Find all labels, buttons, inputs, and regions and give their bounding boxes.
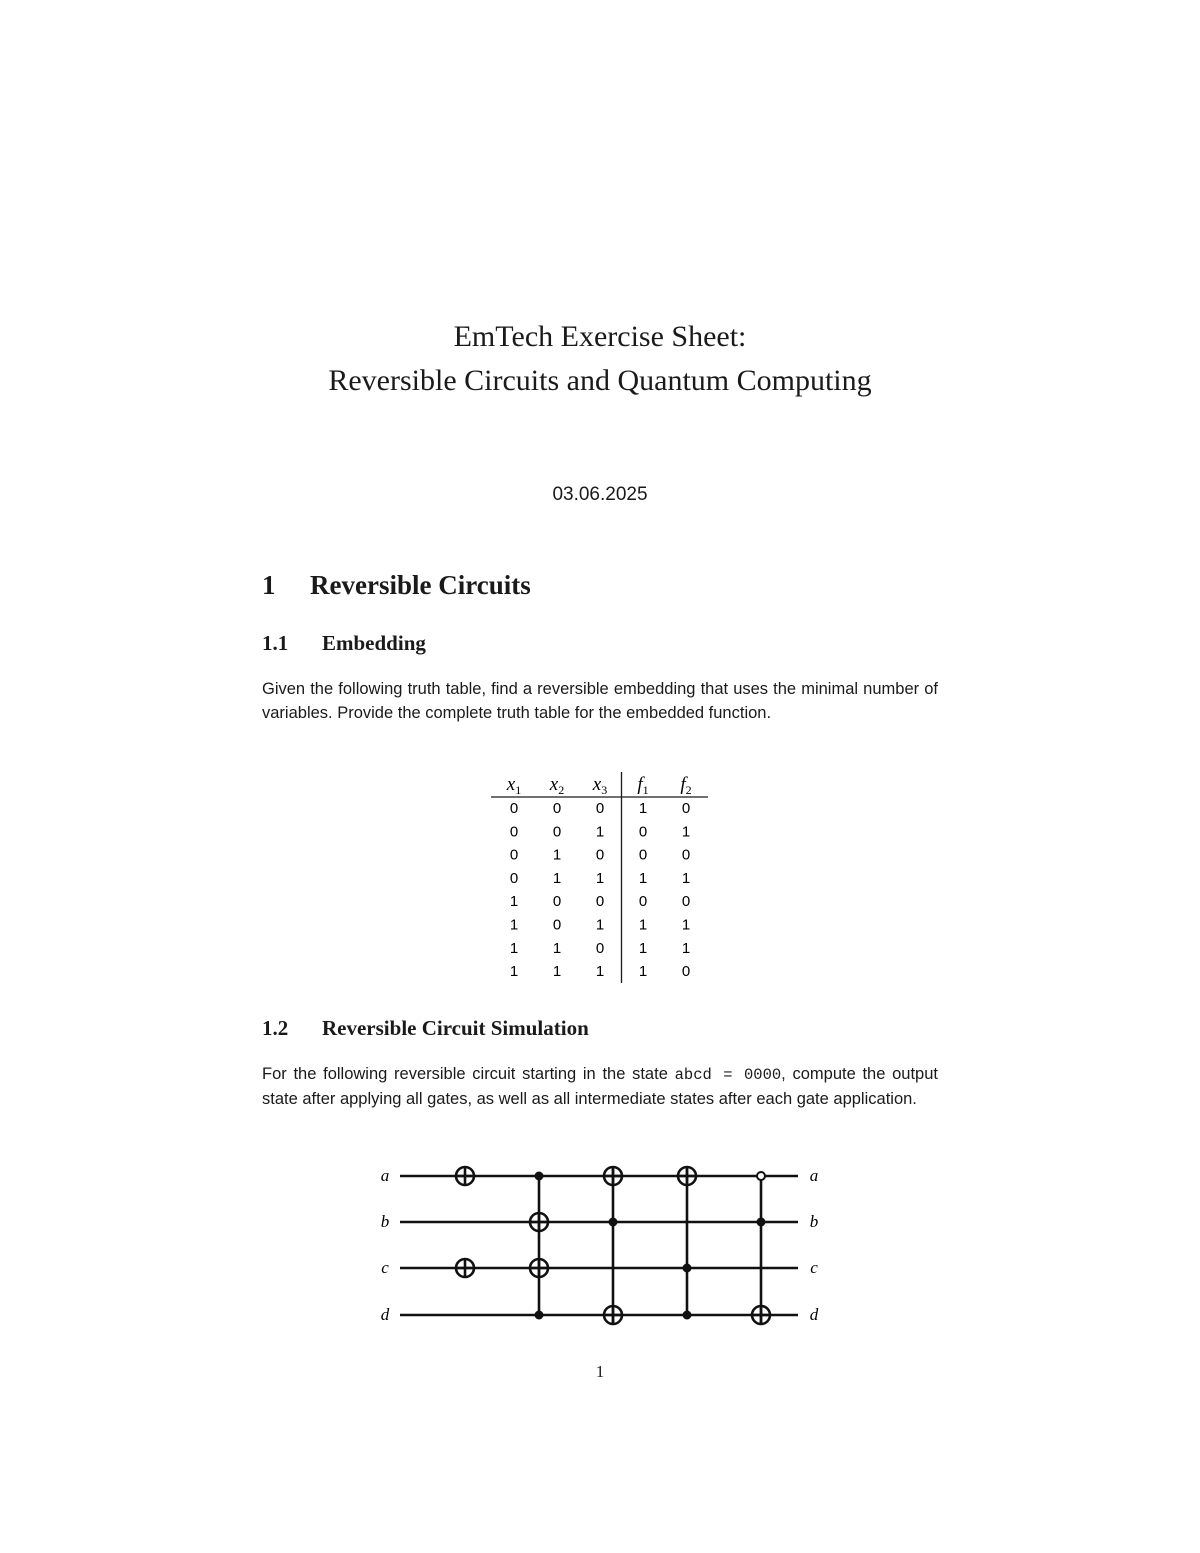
output-label-c: c (810, 1258, 818, 1277)
control-b (609, 1218, 618, 1227)
truth-table-cell: 0 (509, 846, 519, 864)
subsection-title: Reversible Circuit Simulation (322, 1016, 589, 1040)
output-label-a: a (809, 1166, 819, 1185)
target-d (752, 1306, 770, 1324)
truth-table-cell: 1 (595, 963, 605, 981)
truth-table-cell: 0 (638, 893, 648, 911)
truth-table-cell: 0 (552, 893, 562, 911)
truth-table-header-4: $f_1$ (637, 774, 649, 797)
truth-table-cell: 0 (552, 800, 562, 817)
section-title: Reversible Circuits (310, 570, 531, 600)
truth-table-cell: 1 (681, 823, 691, 841)
truth-table-cell: 1 (595, 916, 605, 934)
subsection-number: 1.1 (262, 631, 289, 655)
input-label-a: a (380, 1166, 390, 1185)
truth-table-cell: 0 (595, 846, 605, 864)
output-label-d: d (809, 1305, 819, 1324)
control-d (535, 1311, 544, 1320)
target-a (604, 1167, 622, 1185)
truth-table-cell: 1 (681, 916, 691, 934)
truth-table-cell: 0 (595, 893, 605, 911)
negative-control-a (757, 1172, 765, 1180)
truth-table-cell: 1 (638, 869, 648, 887)
simulation-text-after: , compute the output state after applying all gates, as well as all intermediate states after each gate application. (262, 1065, 938, 1108)
control-a (535, 1172, 544, 1181)
truth-table-cell: 0 (595, 939, 605, 957)
truth-table-cell: 1 (638, 963, 648, 981)
truth-table-cell: 0 (509, 800, 519, 817)
title-line-2: Reversible Circuits and Quantum Computing (328, 364, 872, 397)
output-label-b: b (809, 1212, 819, 1231)
subsection-number: 1.2 (262, 1016, 289, 1040)
truth-table-header-2: $x_2$ (549, 774, 565, 797)
section-number: 1 (262, 570, 276, 600)
truth-table-cell: 1 (509, 893, 519, 911)
gate-3 (604, 1167, 622, 1324)
input-label-b: b (380, 1212, 390, 1231)
truth-table-cell: 1 (638, 800, 648, 817)
truth-table-cell: 0 (681, 963, 691, 981)
target-c (530, 1259, 548, 1277)
target-a (456, 1167, 474, 1185)
gate-4 (678, 1167, 696, 1320)
truth-table-cell: 1 (681, 869, 691, 887)
truth-table-cell: 0 (595, 800, 605, 817)
truth-table-cell: 0 (509, 869, 519, 887)
truth-table-cell: 1 (638, 939, 648, 957)
page-number: 1 (595, 1362, 605, 1381)
input-label-d: d (380, 1305, 390, 1324)
truth-table-cell: 0 (681, 846, 691, 864)
truth-table-cell: 1 (509, 963, 519, 981)
document-date: 03.06.2025 (552, 484, 648, 505)
truth-table-cell: 0 (681, 800, 691, 817)
simulation-instructions (262, 1063, 938, 1111)
truth-table-header-5: $f_2$ (680, 774, 692, 797)
truth-table-cell: 1 (681, 939, 691, 957)
subsection-heading-1-2 (262, 1016, 589, 1041)
gate-5 (752, 1172, 770, 1324)
initial-state: abcd = 0000 (674, 1066, 782, 1084)
target-b (530, 1213, 548, 1231)
truth-table-cell: 1 (552, 939, 562, 957)
truth-table-cell: 1 (552, 846, 562, 864)
embedding-instructions (262, 678, 938, 725)
target-a (678, 1167, 696, 1185)
control-c (683, 1264, 692, 1273)
truth-table-header-3: $x_3$ (592, 774, 608, 797)
document-title (0, 315, 1200, 403)
truth-table-cell: 1 (638, 916, 648, 934)
truth-table-cell: 1 (509, 939, 519, 957)
input-label-c: c (381, 1258, 389, 1277)
target-c (456, 1259, 474, 1277)
section-heading-1 (262, 570, 531, 601)
simulation-text-before: For the following reversible circuit starting in the state (262, 1065, 675, 1083)
truth-table-cell: 1 (509, 916, 519, 934)
truth-table-cell: 1 (552, 963, 562, 981)
truth-table-cell: 1 (552, 869, 562, 887)
subsection-title: Embedding (322, 631, 426, 655)
control-d (683, 1311, 692, 1320)
embedding-text: Given the following truth table, find a reversible embedding that uses the minimal number of variables. Provide the complete truth table for the embedded function. (262, 680, 938, 722)
control-b (757, 1218, 766, 1227)
truth-table-cell: 0 (681, 893, 691, 911)
truth-table-cell: 0 (552, 916, 562, 934)
truth-table-cell: 1 (595, 823, 605, 841)
truth-table-cell: 0 (509, 823, 519, 841)
truth-table-header-1: $x_1$ (506, 774, 522, 797)
gate-2 (530, 1172, 548, 1320)
title-line-1: EmTech Exercise Sheet: (453, 320, 747, 353)
simulation-text (262, 1063, 938, 1111)
truth-table-cell: 0 (552, 823, 562, 841)
subsection-heading-1-1 (262, 631, 426, 656)
target-d (604, 1306, 622, 1324)
truth-table-cell: 1 (595, 869, 605, 887)
gate-1 (456, 1167, 474, 1277)
truth-table-cell: 0 (638, 846, 648, 864)
truth-table-cell: 0 (638, 823, 648, 841)
